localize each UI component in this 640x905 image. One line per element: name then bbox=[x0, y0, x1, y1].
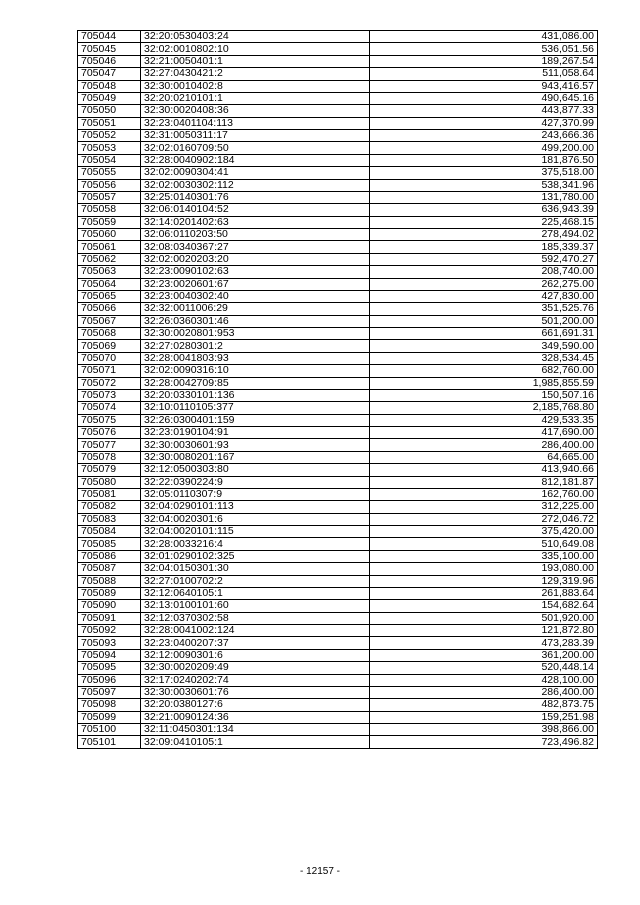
table-row bbox=[78, 105, 598, 117]
cadastral-number-cell: 32:02:0090304:41 bbox=[141, 167, 370, 179]
table-row bbox=[78, 427, 598, 439]
cadastral-number-cell: 32:26:0360301:46 bbox=[141, 315, 370, 327]
row-number-cell: 705060 bbox=[78, 229, 141, 241]
cadastral-number-cell: 32:21:0090124:36 bbox=[141, 711, 370, 723]
cadastral-number-cell: 32:25:0140301:76 bbox=[141, 191, 370, 203]
cadastral-number-cell: 32:10:0110105:377 bbox=[141, 402, 370, 414]
table-row bbox=[78, 501, 598, 513]
value-cell: 812,181.87 bbox=[370, 476, 598, 488]
table-row bbox=[78, 352, 598, 364]
table-row bbox=[78, 575, 598, 587]
table-row bbox=[78, 612, 598, 624]
table-row bbox=[78, 340, 598, 352]
row-number-cell: 705097 bbox=[78, 686, 141, 698]
cadastral-number-cell: 32:30:0010402:8 bbox=[141, 80, 370, 92]
row-number-cell: 705069 bbox=[78, 340, 141, 352]
cadastral-number-cell: 32:23:0401104:113 bbox=[141, 117, 370, 129]
table-row bbox=[78, 377, 598, 389]
value-cell: 511,058.64 bbox=[370, 68, 598, 80]
table-row bbox=[78, 674, 598, 686]
row-number-cell: 705057 bbox=[78, 191, 141, 203]
cadastral-number-cell: 32:08:0340367:27 bbox=[141, 241, 370, 253]
table-row bbox=[78, 216, 598, 228]
cadastral-number-cell: 32:23:0090102:63 bbox=[141, 266, 370, 278]
row-number-cell: 705088 bbox=[78, 575, 141, 587]
row-number-cell: 705098 bbox=[78, 699, 141, 711]
row-number-cell: 705062 bbox=[78, 253, 141, 265]
row-number-cell: 705046 bbox=[78, 55, 141, 67]
row-number-cell: 705093 bbox=[78, 637, 141, 649]
cadastral-number-cell: 32:23:0040302:40 bbox=[141, 290, 370, 302]
cadastral-number-cell: 32:30:0020408:36 bbox=[141, 105, 370, 117]
value-cell: 501,200.00 bbox=[370, 315, 598, 327]
table-row bbox=[78, 538, 598, 550]
cadastral-number-cell: 32:30:0030601:93 bbox=[141, 439, 370, 451]
cadastral-number-cell: 32:04:0020301:6 bbox=[141, 513, 370, 525]
table-row bbox=[78, 179, 598, 191]
cadastral-number-cell: 32:31:0050311:17 bbox=[141, 130, 370, 142]
value-cell: 361,200.00 bbox=[370, 649, 598, 661]
value-cell: 261,883.64 bbox=[370, 587, 598, 599]
value-cell: 159,251.98 bbox=[370, 711, 598, 723]
value-cell: 272,046.72 bbox=[370, 513, 598, 525]
value-cell: 520,448.14 bbox=[370, 662, 598, 674]
value-cell: 398,866.00 bbox=[370, 724, 598, 736]
value-cell: 286,400.00 bbox=[370, 686, 598, 698]
cadastral-value-table bbox=[77, 30, 598, 749]
value-cell: 413,940.66 bbox=[370, 464, 598, 476]
table-row bbox=[78, 365, 598, 377]
value-cell: 417,690.00 bbox=[370, 427, 598, 439]
table-row bbox=[78, 600, 598, 612]
row-number-cell: 705080 bbox=[78, 476, 141, 488]
value-cell: 1,985,855.59 bbox=[370, 377, 598, 389]
row-number-cell: 705044 bbox=[78, 31, 141, 43]
page-number: - 12157 - bbox=[299, 866, 341, 877]
table-row bbox=[78, 315, 598, 327]
row-number-cell: 705072 bbox=[78, 377, 141, 389]
table-row bbox=[78, 204, 598, 216]
cadastral-number-cell: 32:30:0020801:953 bbox=[141, 328, 370, 340]
value-cell: 351,525.76 bbox=[370, 303, 598, 315]
row-number-cell: 705055 bbox=[78, 167, 141, 179]
cadastral-number-cell: 32:09:0410105:1 bbox=[141, 736, 370, 748]
cadastral-number-cell: 32:12:0640105:1 bbox=[141, 587, 370, 599]
cadastral-number-cell: 32:27:0100702:2 bbox=[141, 575, 370, 587]
table-body bbox=[78, 31, 598, 749]
table-row bbox=[78, 31, 598, 43]
value-cell: 181,876.50 bbox=[370, 154, 598, 166]
row-number-cell: 705053 bbox=[78, 142, 141, 154]
row-number-cell: 705071 bbox=[78, 365, 141, 377]
cadastral-number-cell: 32:12:0500303:80 bbox=[141, 464, 370, 476]
value-cell: 538,341.96 bbox=[370, 179, 598, 191]
row-number-cell: 705056 bbox=[78, 179, 141, 191]
table-row bbox=[78, 686, 598, 698]
value-cell: 64,665.00 bbox=[370, 451, 598, 463]
row-number-cell: 705073 bbox=[78, 389, 141, 401]
cadastral-number-cell: 32:04:0290101:113 bbox=[141, 501, 370, 513]
table-row bbox=[78, 328, 598, 340]
cadastral-number-cell: 32:02:0010802:10 bbox=[141, 43, 370, 55]
row-number-cell: 705068 bbox=[78, 328, 141, 340]
row-number-cell: 705079 bbox=[78, 464, 141, 476]
row-number-cell: 705050 bbox=[78, 105, 141, 117]
table-row bbox=[78, 43, 598, 55]
table-row bbox=[78, 154, 598, 166]
value-cell: 375,420.00 bbox=[370, 526, 598, 538]
row-number-cell: 705084 bbox=[78, 526, 141, 538]
cadastral-number-cell: 32:02:0160709:50 bbox=[141, 142, 370, 154]
value-cell: 429,533.35 bbox=[370, 414, 598, 426]
table-row bbox=[78, 80, 598, 92]
value-cell: 682,760.00 bbox=[370, 365, 598, 377]
table-row bbox=[78, 563, 598, 575]
value-cell: 636,943.39 bbox=[370, 204, 598, 216]
cadastral-number-cell: 32:02:0020203:20 bbox=[141, 253, 370, 265]
value-cell: 501,920.00 bbox=[370, 612, 598, 624]
table-row bbox=[78, 117, 598, 129]
value-cell: 154,682.64 bbox=[370, 600, 598, 612]
value-cell: 328,534.45 bbox=[370, 352, 598, 364]
row-number-cell: 705095 bbox=[78, 662, 141, 674]
value-cell: 427,370.99 bbox=[370, 117, 598, 129]
row-number-cell: 705049 bbox=[78, 92, 141, 104]
value-cell: 2,185,768.80 bbox=[370, 402, 598, 414]
table-row bbox=[78, 303, 598, 315]
value-cell: 431,086.00 bbox=[370, 31, 598, 43]
value-cell: 499,200.00 bbox=[370, 142, 598, 154]
row-number-cell: 705077 bbox=[78, 439, 141, 451]
cadastral-number-cell: 32:20:0530403:24 bbox=[141, 31, 370, 43]
row-number-cell: 705061 bbox=[78, 241, 141, 253]
table-row bbox=[78, 414, 598, 426]
table-row bbox=[78, 526, 598, 538]
row-number-cell: 705100 bbox=[78, 724, 141, 736]
row-number-cell: 705064 bbox=[78, 278, 141, 290]
table-row bbox=[78, 649, 598, 661]
cadastral-number-cell: 32:23:0400207:37 bbox=[141, 637, 370, 649]
table-row bbox=[78, 662, 598, 674]
table-row bbox=[78, 191, 598, 203]
row-number-cell: 705063 bbox=[78, 266, 141, 278]
table-row bbox=[78, 451, 598, 463]
value-cell: 193,080.00 bbox=[370, 563, 598, 575]
cadastral-number-cell: 32:12:0090301:6 bbox=[141, 649, 370, 661]
table-row bbox=[78, 290, 598, 302]
row-number-cell: 705090 bbox=[78, 600, 141, 612]
row-number-cell: 705075 bbox=[78, 414, 141, 426]
row-number-cell: 705086 bbox=[78, 550, 141, 562]
row-number-cell: 705052 bbox=[78, 130, 141, 142]
table-row bbox=[78, 699, 598, 711]
row-number-cell: 705082 bbox=[78, 501, 141, 513]
row-number-cell: 705058 bbox=[78, 204, 141, 216]
row-number-cell: 705094 bbox=[78, 649, 141, 661]
row-number-cell: 705089 bbox=[78, 587, 141, 599]
table-row bbox=[78, 439, 598, 451]
row-number-cell: 705047 bbox=[78, 68, 141, 80]
table-row bbox=[78, 550, 598, 562]
value-cell: 121,872.80 bbox=[370, 625, 598, 637]
value-cell: 262,275.00 bbox=[370, 278, 598, 290]
table-row bbox=[78, 167, 598, 179]
table-row bbox=[78, 142, 598, 154]
value-cell: 943,416.57 bbox=[370, 80, 598, 92]
row-number-cell: 705067 bbox=[78, 315, 141, 327]
cadastral-number-cell: 32:32:0011006:29 bbox=[141, 303, 370, 315]
cadastral-number-cell: 32:06:0140104:52 bbox=[141, 204, 370, 216]
value-cell: 349,590.00 bbox=[370, 340, 598, 352]
value-cell: 208,740.00 bbox=[370, 266, 598, 278]
value-cell: 536,051.56 bbox=[370, 43, 598, 55]
value-cell: 129,319.96 bbox=[370, 575, 598, 587]
cadastral-number-cell: 32:26:0300401:159 bbox=[141, 414, 370, 426]
cadastral-number-cell: 32:27:0430421:2 bbox=[141, 68, 370, 80]
value-cell: 510,649.08 bbox=[370, 538, 598, 550]
cadastral-number-cell: 32:28:0033216:4 bbox=[141, 538, 370, 550]
table-row bbox=[78, 253, 598, 265]
value-cell: 189,267.54 bbox=[370, 55, 598, 67]
table-row bbox=[78, 464, 598, 476]
value-cell: 312,225.00 bbox=[370, 501, 598, 513]
cadastral-number-cell: 32:17:0240202:74 bbox=[141, 674, 370, 686]
cadastral-number-cell: 32:23:0190104:91 bbox=[141, 427, 370, 439]
row-number-cell: 705083 bbox=[78, 513, 141, 525]
value-cell: 243,666.36 bbox=[370, 130, 598, 142]
value-cell: 473,283.39 bbox=[370, 637, 598, 649]
table-row bbox=[78, 736, 598, 748]
table-row bbox=[78, 241, 598, 253]
row-number-cell: 705048 bbox=[78, 80, 141, 92]
cadastral-number-cell: 32:04:0020101:115 bbox=[141, 526, 370, 538]
row-number-cell: 705070 bbox=[78, 352, 141, 364]
cadastral-number-cell: 32:05:0110307:9 bbox=[141, 488, 370, 500]
table-row bbox=[78, 587, 598, 599]
row-number-cell: 705087 bbox=[78, 563, 141, 575]
value-cell: 131,780.00 bbox=[370, 191, 598, 203]
value-cell: 482,873.75 bbox=[370, 699, 598, 711]
table-row bbox=[78, 229, 598, 241]
row-number-cell: 705081 bbox=[78, 488, 141, 500]
row-number-cell: 705051 bbox=[78, 117, 141, 129]
row-number-cell: 705085 bbox=[78, 538, 141, 550]
row-number-cell: 705059 bbox=[78, 216, 141, 228]
cadastral-number-cell: 32:12:0370302:58 bbox=[141, 612, 370, 624]
table-row bbox=[78, 55, 598, 67]
value-cell: 427,830.00 bbox=[370, 290, 598, 302]
cadastral-number-cell: 32:11:0450301:134 bbox=[141, 724, 370, 736]
value-cell: 661,691.31 bbox=[370, 328, 598, 340]
cadastral-number-cell: 32:20:0210101:1 bbox=[141, 92, 370, 104]
table-row bbox=[78, 637, 598, 649]
table-row bbox=[78, 724, 598, 736]
cadastral-number-cell: 32:30:0020209:49 bbox=[141, 662, 370, 674]
table-row bbox=[78, 92, 598, 104]
value-cell: 723,496.82 bbox=[370, 736, 598, 748]
table-row bbox=[78, 266, 598, 278]
value-cell: 185,339.37 bbox=[370, 241, 598, 253]
table-row bbox=[78, 389, 598, 401]
row-number-cell: 705076 bbox=[78, 427, 141, 439]
value-cell: 443,877.33 bbox=[370, 105, 598, 117]
cadastral-number-cell: 32:13:0100101:60 bbox=[141, 600, 370, 612]
row-number-cell: 705045 bbox=[78, 43, 141, 55]
value-cell: 286,400.00 bbox=[370, 439, 598, 451]
table-row bbox=[78, 513, 598, 525]
cadastral-number-cell: 32:02:0030302:112 bbox=[141, 179, 370, 191]
cadastral-number-cell: 32:20:0330101:136 bbox=[141, 389, 370, 401]
row-number-cell: 705074 bbox=[78, 402, 141, 414]
value-cell: 335,100.00 bbox=[370, 550, 598, 562]
cadastral-number-cell: 32:21:0050401:1 bbox=[141, 55, 370, 67]
table-row bbox=[78, 488, 598, 500]
value-cell: 278,494.02 bbox=[370, 229, 598, 241]
table-row bbox=[78, 625, 598, 637]
row-number-cell: 705099 bbox=[78, 711, 141, 723]
row-number-cell: 705078 bbox=[78, 451, 141, 463]
value-cell: 150,507.16 bbox=[370, 389, 598, 401]
table-row bbox=[78, 130, 598, 142]
cadastral-number-cell: 32:02:0090316:10 bbox=[141, 365, 370, 377]
table-row bbox=[78, 402, 598, 414]
row-number-cell: 705101 bbox=[78, 736, 141, 748]
row-number-cell: 705096 bbox=[78, 674, 141, 686]
row-number-cell: 705091 bbox=[78, 612, 141, 624]
value-cell: 225,468.15 bbox=[370, 216, 598, 228]
cadastral-number-cell: 32:04:0150301:30 bbox=[141, 563, 370, 575]
cadastral-number-cell: 32:28:0040902:184 bbox=[141, 154, 370, 166]
row-number-cell: 705066 bbox=[78, 303, 141, 315]
table-row bbox=[78, 711, 598, 723]
cadastral-number-cell: 32:01:0290102:325 bbox=[141, 550, 370, 562]
row-number-cell: 705092 bbox=[78, 625, 141, 637]
value-cell: 490,645.16 bbox=[370, 92, 598, 104]
cadastral-number-cell: 32:28:0041002:124 bbox=[141, 625, 370, 637]
cadastral-number-cell: 32:27:0280301:2 bbox=[141, 340, 370, 352]
table-row bbox=[78, 278, 598, 290]
value-cell: 162,760.00 bbox=[370, 488, 598, 500]
value-cell: 375,518.00 bbox=[370, 167, 598, 179]
value-cell: 592,470.27 bbox=[370, 253, 598, 265]
cadastral-number-cell: 32:20:0380127:6 bbox=[141, 699, 370, 711]
cadastral-number-cell: 32:28:0042709:85 bbox=[141, 377, 370, 389]
cadastral-number-cell: 32:14:0201402:63 bbox=[141, 216, 370, 228]
table-row bbox=[78, 68, 598, 80]
cadastral-number-cell: 32:06:0110203:50 bbox=[141, 229, 370, 241]
cadastral-number-cell: 32:28:0041803:93 bbox=[141, 352, 370, 364]
cadastral-number-cell: 32:22:0390224:9 bbox=[141, 476, 370, 488]
value-cell: 428,100.00 bbox=[370, 674, 598, 686]
cadastral-number-cell: 32:23:0020601:67 bbox=[141, 278, 370, 290]
row-number-cell: 705054 bbox=[78, 154, 141, 166]
row-number-cell: 705065 bbox=[78, 290, 141, 302]
cadastral-number-cell: 32:30:0030601:76 bbox=[141, 686, 370, 698]
table-row bbox=[78, 476, 598, 488]
cadastral-number-cell: 32:30:0080201:167 bbox=[141, 451, 370, 463]
